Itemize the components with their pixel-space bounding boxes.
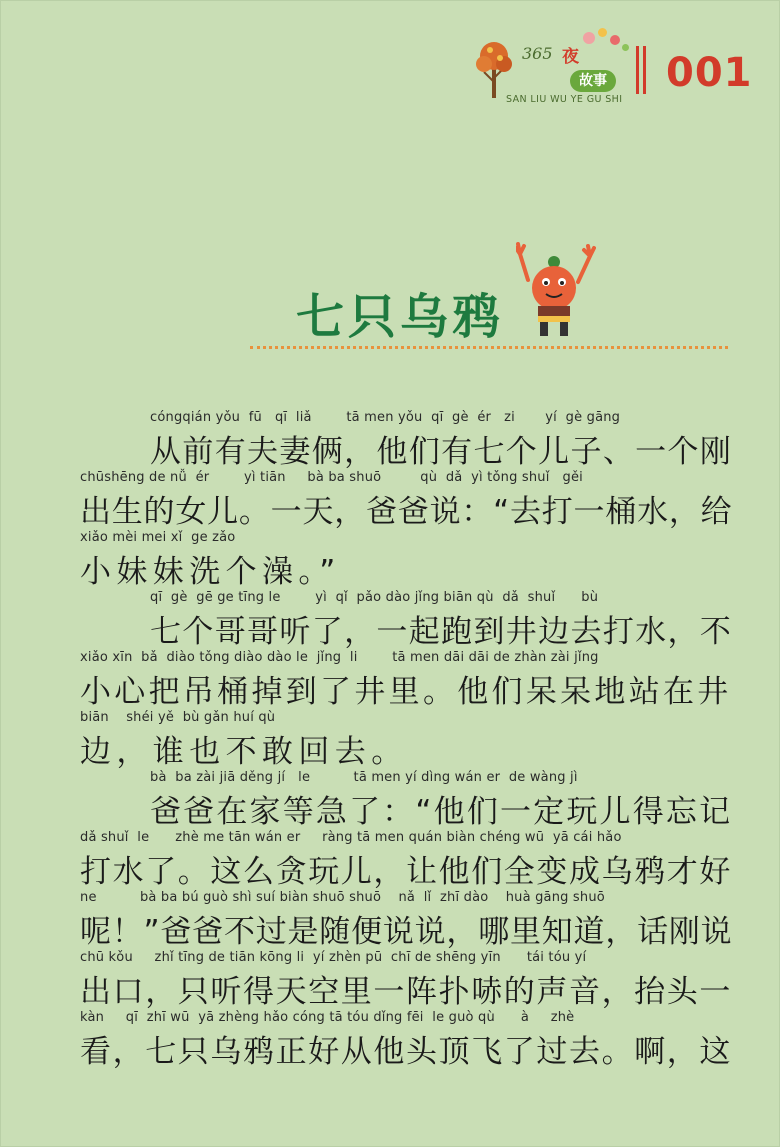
pinyin-line: chūshēng de nǚ ér yì tiān bà ba shuō qù dǎ yì tǒng shuǐ gěi	[80, 470, 583, 485]
hanzi-line: 出生的女儿。一天，爸爸说：“去打一桶水，给	[80, 494, 733, 530]
brand-365: 365	[522, 44, 553, 63]
decor-dot	[622, 44, 629, 51]
brand-pinyin: SAN LIU WU YE GU SHI	[506, 94, 623, 105]
hanzi-line: 小心把吊桶掉到了井里。他们呆呆地站在井	[80, 674, 732, 710]
hanzi-line: 七个哥哥听了，一起跑到井边去打水，不	[150, 614, 733, 650]
pinyin-line: bà ba zài jiā děng jí le tā men yí dìng wán er de wàng jì	[150, 770, 578, 785]
pinyin-line: xiǎo mèi mei xǐ ge zǎo	[80, 530, 236, 545]
tree-icon	[474, 38, 514, 100]
story-line	[80, 830, 740, 890]
decor-dot	[610, 35, 620, 45]
story-line	[80, 710, 740, 770]
story-line	[80, 650, 740, 710]
story-line	[80, 950, 740, 1010]
page-header	[470, 28, 760, 108]
hanzi-line: 爸爸在家等急了：“他们一定玩儿得忘记	[150, 794, 733, 830]
hanzi-line: 呢！”爸爸不过是随便说说，哪里知道，话刚说	[80, 914, 733, 950]
brand-gushi: 故事	[570, 70, 616, 92]
decor-dot	[583, 32, 595, 44]
pinyin-line: biān shéi yě bù gǎn huí qù	[80, 710, 276, 725]
story-line	[80, 770, 740, 830]
pinyin-line: dǎ shuǐ le zhè me tān wán er ràng tā men quán biàn chéng wū yā cái hǎo	[80, 830, 622, 845]
pinyin-line: chū kǒu zhǐ tīng de tiān kōng li yí zhèn pū chī de shēng yīn tái tóu yí	[80, 950, 587, 965]
story-line	[80, 890, 740, 950]
hanzi-line: 打水了。这么贪玩儿，让他们全变成乌鸦才好	[80, 854, 732, 890]
mascot-icon	[516, 240, 596, 340]
story-body	[80, 410, 740, 1070]
story-title: 七只乌鸦	[296, 289, 505, 345]
hanzi-line: 边，谁也不敢回去。	[80, 734, 408, 770]
hanzi-line: 从前有夫妻俩，他们有七个儿子、一个刚	[150, 434, 733, 470]
pinyin-line: ne bà ba bú guò shì suí biàn shuō shuō nǎ lǐ zhī dào huà gāng shuō	[80, 890, 605, 905]
hanzi-line: 出口，只听得天空里一阵扑哧的声音，抬头一	[80, 974, 732, 1010]
brand-ye: 夜	[562, 47, 579, 67]
pinyin-line: qī gè gē ge tīng le yì qǐ pǎo dào jǐng biān qù dǎ shuǐ bù	[150, 590, 599, 605]
separator-bars	[636, 46, 650, 98]
story-line	[80, 530, 740, 590]
story-line	[80, 470, 740, 530]
pinyin-line: kàn qī zhī wū yā zhèng hǎo cóng tā tóu dǐng fēi le guò qù à zhè	[80, 1010, 575, 1025]
pinyin-line: cóngqián yǒu fū qī liǎ tā men yǒu qī gè ér zi yí gè gāng	[150, 410, 621, 425]
hanzi-line: 看，七只乌鸦正好从他头顶飞了过去。啊，这	[80, 1034, 732, 1070]
story-line	[80, 410, 740, 470]
page-number: 001	[666, 50, 753, 96]
story-line	[80, 1010, 740, 1070]
story-line	[80, 590, 740, 650]
title-underline	[250, 346, 728, 349]
hanzi-line: 小妹妹洗个澡。”	[80, 554, 341, 590]
decor-dot	[598, 28, 607, 37]
pinyin-line: xiǎo xīn bǎ diào tǒng diào dào le jǐng li tā men dāi dāi de zhàn zài jǐng	[80, 650, 599, 665]
